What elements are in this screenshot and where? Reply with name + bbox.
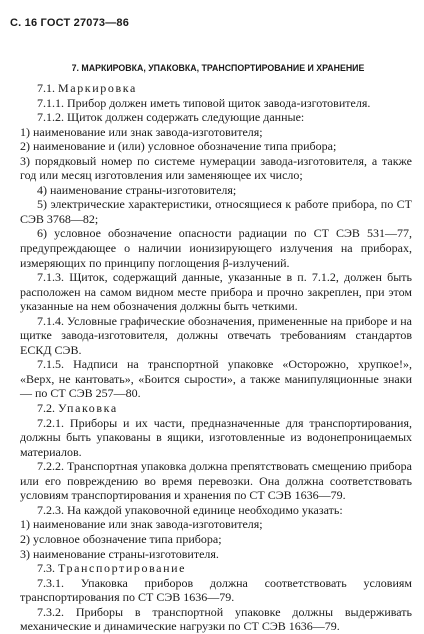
paragraph: 4) наименование страны-изготовителя; [37, 182, 237, 197]
paragraph: 7.1.3. Щиток, содержащий данные, указанные в п. 7.1.2, должен быть расположен на самом видном месте прибора и прочно закреплен, при этом указанные на нем обозначения должны быть четкими. [20, 270, 412, 314]
subsection-heading [20, 81, 412, 96]
subsection-heading [20, 561, 412, 576]
subsection-heading [20, 401, 412, 416]
subsection-number: 7.1. [37, 81, 55, 95]
paragraph: 7.1.5. Надписи на транспортной упаковке «Осторожно, хрупкое!», «Верх, не кантовать», «Боится сырости», а также манипуляционные знаки — по СТ СЭВ 257—80. [20, 357, 412, 401]
subsection-title: Упаковка [58, 401, 118, 416]
subsection-title: Маркировка [58, 81, 137, 95]
paragraph: 7.1.1. Прибор должен иметь типовой щиток завода-изготовителя. [37, 95, 371, 110]
paragraph: 5) электрические характеристики, относящиеся к работе прибора, по СТ СЭВ 3768—82; [20, 197, 412, 226]
paragraph: 7.2.3. На каждой упаковочной единице необходимо указать: [37, 502, 343, 517]
section-title: 7. МАРКИРОВКА, УПАКОВКА, ТРАНСПОРТИРОВАНИЕ И ХРАНЕНИЕ [71, 63, 365, 73]
subsection-number: 7.3. [37, 561, 55, 576]
paragraph: 7.2.1. Приборы и их части, предназначенные для транспортирования, должны быть упакованы в ящики, изготовленные из водонепроницаемых материалов. [20, 415, 412, 459]
document-body [20, 81, 412, 634]
paragraph: 1) наименование или знак завода-изготовителя; [20, 124, 263, 139]
paragraph: 2) наименование и (или) условное обозначение типа прибора; [20, 139, 337, 154]
subsection-title: Транспортирование [58, 561, 187, 576]
paragraph: 1) наименование или знак завода-изготовителя; [20, 517, 263, 532]
paragraph: 3) наименование страны-изготовителя. [20, 546, 219, 561]
running-head: С. 16 ГОСТ 27073—86 [10, 17, 130, 29]
paragraph: 7.3.1. Упаковка приборов должна соответствовать условиям транспортирования по СТ СЭВ 1636—79. [20, 575, 412, 605]
paragraph: 3) порядковый номер по системе нумерации завода-изготовителя, а также год или месяц изготовления или заменяющее их число; [20, 153, 412, 183]
paragraph: 7.1.4. Условные графические обозначения, примененные на приборе и на щитке завода-изготовителя, должны отвечать требованиям стандартов ЕСКД СЭВ. [20, 313, 412, 357]
paragraph: 7.2.2. Транспортная упаковка должна препятствовать смещению прибора или его повреждению во время перевозки. Она должна соответствовать условиям транспортирования и хранения по СТ СЭВ 1636—79. [20, 459, 412, 503]
subsection-number: 7.2. [37, 401, 55, 416]
paragraph: 7.3.2. Приборы в транспортной упаковке должны выдерживать механические и динамические нагрузки по СТ СЭВ 1636—79. [20, 604, 412, 634]
paragraph: 2) условное обозначение типа прибора; [20, 531, 222, 546]
paragraph: 6) условное обозначение опасности радиации по СТ СЭВ 531—77, предупреждающее о наличии ионизирующего излучения на приборах, измеряющих по принципу поглощения β-излучений. [20, 226, 412, 270]
paragraph: 7.1.2. Щиток должен содержать следующие данные: [37, 110, 305, 125]
